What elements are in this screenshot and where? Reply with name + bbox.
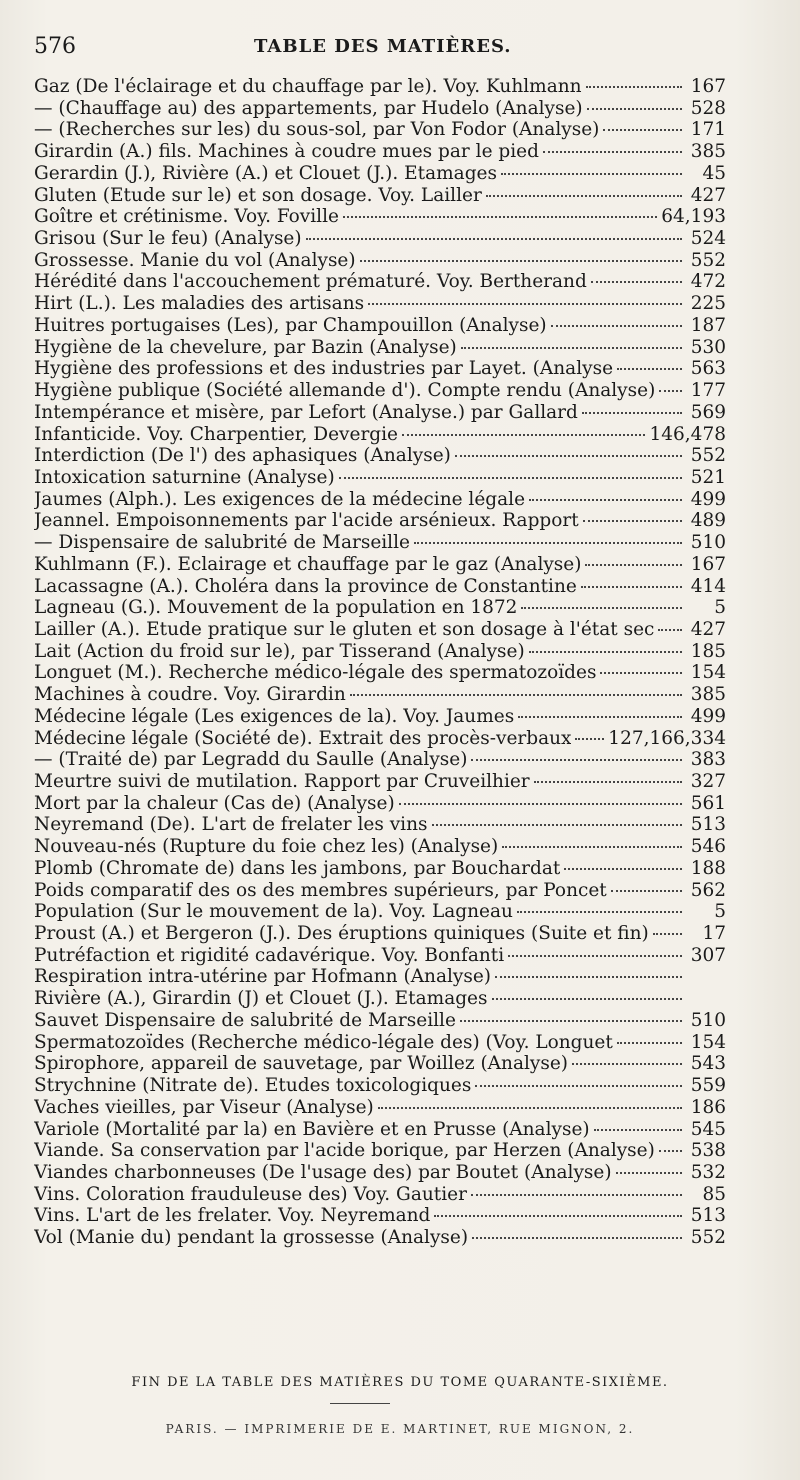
- page-header: [34, 34, 740, 70]
- dot-leader: [616, 1172, 682, 1174]
- entry-page-number: 569: [690, 401, 726, 423]
- entry-text: Grisou (Sur le feu) (Analyse): [34, 228, 302, 250]
- dot-leader: [582, 412, 682, 414]
- entry-page-number: 225: [690, 293, 726, 315]
- entry-page-number: 85: [702, 1183, 726, 1205]
- index-entry: [34, 424, 726, 446]
- index-entry: [34, 901, 726, 923]
- entry-text: Poids comparatif des os des membres supérieurs, par Poncet: [34, 879, 607, 901]
- entry-text: Variole (Mortalité par la) en Bavière et en Prusse (Analyse): [34, 1118, 590, 1140]
- dot-leader: [339, 477, 682, 479]
- index-entry: [34, 641, 726, 663]
- entry-text: Lagneau (G.). Mouvement de la population en 1872: [34, 597, 518, 619]
- entry-text: Hygiène des professions et des industries par Layet. (Analyse: [34, 358, 614, 380]
- entry-page-number: 427: [690, 618, 726, 640]
- dot-leader: [529, 499, 682, 501]
- dot-leader: [543, 151, 682, 153]
- entry-text: Machines à coudre. Voy. Girardin: [34, 684, 346, 706]
- entry-text: Jeannel. Empoisonnements par l'acide arsénieux. Rapport: [34, 510, 579, 532]
- printer-imprint: PARIS. — IMPRIMERIE DE E. MARTINET, RUE MIGNON, 2.: [165, 1422, 635, 1436]
- entry-page-number: 472: [690, 271, 726, 293]
- dot-leader: [414, 542, 682, 544]
- entry-page-number: 167: [690, 76, 726, 97]
- index-entry: [34, 98, 726, 120]
- entry-page-number: 177: [690, 380, 726, 402]
- dot-leader: [475, 1085, 682, 1087]
- dot-leader: [399, 803, 682, 805]
- dot-leader: [460, 1020, 682, 1022]
- dot-leader: [659, 390, 682, 392]
- entry-page-number: 64,193: [661, 206, 726, 228]
- dot-leader: [551, 325, 682, 327]
- entry-text: Lailler (A.). Etude pratique sur le gluten et son dosage à l'état sec: [34, 618, 655, 640]
- index-entry: [34, 706, 726, 728]
- entry-page-number: 545: [690, 1118, 726, 1140]
- entry-page-number: 563: [690, 358, 726, 380]
- index-entry: [34, 315, 726, 337]
- index-entry: [34, 119, 726, 141]
- entry-page-number: 546: [690, 836, 726, 858]
- entry-text: Lait (Action du froid sur le), par Tisserand (Analyse): [34, 640, 525, 662]
- entry-page-number: 552: [690, 249, 726, 271]
- entry-text: Strychnine (Nitrate de). Etudes toxicologiques: [34, 1075, 472, 1097]
- entry-page-number: 187: [690, 314, 726, 336]
- entry-text: Nouveau-nés (Rupture du foie chez les) (Analyse): [34, 836, 499, 858]
- end-of-table-note: FIN DE LA TABLE DES MATIÈRES DU TOME QUARANTE-SIXIÈME.: [131, 1375, 669, 1390]
- dot-leader: [306, 238, 682, 240]
- dot-leader: [581, 586, 682, 588]
- index-entry: [34, 1053, 726, 1075]
- entry-page-number: 154: [690, 1031, 726, 1053]
- entry-page-number: 154: [690, 662, 726, 684]
- index-entry: [34, 76, 726, 98]
- index-entry: [34, 489, 726, 511]
- page-number: 576: [34, 34, 76, 59]
- entry-page-number: 146,478: [649, 423, 726, 445]
- entry-page-number: 532: [690, 1161, 726, 1183]
- entry-page-number: 383: [690, 749, 726, 771]
- index-entry: [34, 141, 726, 163]
- index-entry: [34, 945, 726, 967]
- dot-leader: [521, 607, 682, 609]
- dot-leader: [587, 108, 682, 110]
- index-entry: [34, 554, 726, 576]
- entry-page-number: 521: [690, 466, 726, 488]
- dot-leader: [659, 1150, 682, 1152]
- index-entry: [34, 966, 726, 988]
- index-entry: [34, 206, 726, 228]
- dot-leader: [658, 629, 682, 631]
- dot-leader: [472, 1237, 682, 1239]
- index-entry: [34, 858, 726, 880]
- entry-page-number: 427: [690, 184, 726, 206]
- entry-page-number: 524: [690, 228, 726, 250]
- dot-leader: [564, 868, 682, 870]
- dot-leader: [591, 281, 682, 283]
- entry-text: Interdiction (De l') des aphasiques (Analyse): [34, 445, 451, 467]
- entry-page-number: 186: [690, 1096, 726, 1118]
- index-entry: [34, 597, 726, 619]
- index-entry: [34, 923, 726, 945]
- index-entry: [34, 358, 726, 380]
- index-entry: [34, 814, 726, 836]
- entry-text: Hygiène publique (Société allemande d'). Compte rendu (Analyse): [34, 380, 656, 402]
- entry-page-number: 510: [690, 1009, 726, 1031]
- index-entry: [34, 1075, 726, 1097]
- index-entry: [34, 749, 726, 771]
- entry-page-number: 171: [690, 119, 726, 141]
- entry-page-number: 307: [690, 944, 726, 966]
- index-entry: [34, 163, 726, 185]
- index-entry: [34, 1097, 726, 1119]
- dot-leader: [529, 651, 682, 653]
- index-entry: [34, 1162, 726, 1184]
- entry-page-number: 562: [690, 879, 726, 901]
- dot-leader: [432, 824, 682, 826]
- entry-page-number: 513: [690, 814, 726, 836]
- entry-page-number: 489: [690, 510, 726, 532]
- entry-text: — (Chauffage au) des appartements, par Hudelo (Analyse): [34, 97, 583, 119]
- entry-text: Respiration intra-utérine par Hofmann (Analyse): [34, 966, 492, 988]
- entry-text: Hygiène de la chevelure, par Bazin (Analyse): [34, 336, 457, 358]
- entry-text: Gluten (Etude sur le) et son dosage. Voy. Lailler: [34, 184, 482, 206]
- entry-page-number: 552: [690, 1227, 726, 1249]
- dot-leader: [611, 890, 682, 892]
- entry-page-number: 528: [690, 97, 726, 119]
- dot-leader: [617, 1042, 682, 1044]
- dot-leader: [502, 846, 682, 848]
- entry-text: Vaches vieilles, par Viseur (Analyse): [34, 1096, 374, 1118]
- index-entry: [34, 467, 726, 489]
- entry-page-number: 414: [690, 575, 726, 597]
- entry-page-number: 17: [702, 923, 726, 945]
- index-entry: [34, 271, 726, 293]
- entry-text: Infanticide. Voy. Charpentier, Devergie: [34, 423, 399, 445]
- dot-leader: [583, 520, 682, 522]
- entry-page-number: 513: [690, 1205, 726, 1227]
- entry-text: Médecine légale (Les exigences de la). Voy. Jaumes: [34, 705, 515, 727]
- entry-text: Goître et crétinisme. Voy. Foville: [34, 206, 339, 228]
- dot-leader: [594, 1129, 682, 1131]
- entry-text: Spermatozoïdes (Recherche médico-légale des) (Voy. Longuet: [34, 1031, 613, 1053]
- entry-text: Hérédité dans l'accouchement prématuré. Voy. Bertherand: [34, 271, 587, 293]
- entry-page-number: 185: [690, 640, 726, 662]
- entry-text: Grossesse. Manie du vol (Analyse): [34, 249, 356, 271]
- dot-leader: [575, 738, 604, 740]
- index-entry: [34, 728, 726, 750]
- dot-leader: [378, 1107, 682, 1109]
- index-entry: [34, 510, 726, 532]
- index-entry: [34, 836, 726, 858]
- entry-page-number: 188: [690, 857, 726, 879]
- index-entry: [34, 1205, 726, 1227]
- entry-text: Intempérance et misère, par Lefort (Analyse.) par Gallard: [34, 401, 578, 423]
- entry-page-number: 530: [690, 336, 726, 358]
- entry-page-number: 385: [690, 684, 726, 706]
- index-entry: [34, 1119, 726, 1141]
- entry-page-number: 559: [690, 1075, 726, 1097]
- dot-leader: [495, 976, 682, 978]
- index-entry: [34, 771, 726, 793]
- entry-text: Intoxication saturnine (Analyse): [34, 466, 335, 488]
- index-entry: [34, 793, 726, 815]
- entry-text: Lacassagne (A.). Choléra dans la province de Constantine: [34, 575, 577, 597]
- dot-leader: [360, 260, 682, 262]
- dot-leader: [586, 86, 682, 88]
- entry-text: Longuet (M.). Recherche médico-légale des spermatozoïdes: [34, 662, 597, 684]
- index-entry: [34, 293, 726, 315]
- entry-text: Gaz (De l'éclairage et du chauffage par le). Voy. Kuhlmann: [34, 76, 582, 97]
- entry-page-number: 499: [690, 705, 726, 727]
- entry-page-number: 327: [690, 771, 726, 792]
- index-entry: [34, 532, 726, 554]
- dot-leader: [492, 998, 682, 1000]
- entry-text: Putréfaction et rigidité cadavérique. Voy. Bonfanti: [34, 944, 505, 966]
- entry-text: Rivière (A.), Girardin (J) et Clouet (J.). Etamages: [34, 988, 488, 1010]
- index-entry: [34, 1032, 726, 1054]
- dot-leader: [508, 955, 682, 957]
- entry-text: Gerardin (J.), Rivière (A.) et Clouet (J.). Etamages: [34, 162, 497, 184]
- dot-leader: [350, 694, 682, 696]
- entry-text: Vins. L'art de les frelater. Voy. Neyremand: [34, 1205, 431, 1227]
- entry-text: Viandes charbonneuses (De l'usage des) par Boutet (Analyse): [34, 1161, 612, 1183]
- entry-text: Meurtre suivi de mutilation. Rapport par Cruveilhier: [34, 771, 530, 792]
- dot-leader: [402, 434, 645, 436]
- entry-text: Jaumes (Alph.). Les exigences de la médecine légale: [34, 488, 526, 510]
- entry-text: Hirt (L.). Les maladies des artisans: [34, 293, 365, 315]
- entry-text: Viande. Sa conservation par l'acide borique, par Herzen (Analyse): [34, 1140, 655, 1162]
- index-entries: [34, 76, 726, 1249]
- entry-text: Huitres portugaises (Les), par Champouillon (Analyse): [34, 314, 547, 336]
- entry-text: — Dispensaire de salubrité de Marseille: [34, 532, 410, 554]
- dot-leader: [501, 173, 682, 175]
- index-entry: [34, 228, 726, 250]
- dot-leader: [653, 933, 682, 935]
- index-entry: [34, 1227, 726, 1249]
- dot-leader: [471, 1194, 682, 1196]
- dot-leader: [471, 759, 682, 761]
- index-entry: [34, 662, 726, 684]
- index-entry: [34, 880, 726, 902]
- entry-page-number: 127,166,334: [608, 727, 726, 749]
- entry-text: Spirophore, appareil de sauvetage, par Woillez (Analyse): [34, 1053, 569, 1075]
- entry-text: Mort par la chaleur (Cas de) (Analyse): [34, 792, 395, 814]
- index-entry: [34, 402, 726, 424]
- entry-page-number: 561: [690, 792, 726, 814]
- index-entry: [34, 185, 726, 207]
- entry-page-number: 510: [690, 532, 726, 554]
- entry-text: Girardin (A.) fils. Machines à coudre mues par le pied: [34, 141, 539, 163]
- index-entry: [34, 988, 726, 1010]
- entry-text: Kuhlmann (F.). Eclairage et chauffage par le gaz (Analyse): [34, 553, 582, 575]
- dot-leader: [517, 911, 682, 913]
- entry-text: — (Traité de) par Legradd du Saulle (Analyse): [34, 749, 468, 771]
- entry-text: Neyremand (De). L'art de frelater les vins: [34, 814, 428, 836]
- entry-text: Population (Sur le mouvement de la). Voy. Lagneau: [34, 901, 513, 923]
- dot-leader: [518, 716, 682, 718]
- entry-page-number: 499: [690, 488, 726, 510]
- index-entry: [34, 445, 726, 467]
- entry-page-number: 552: [690, 445, 726, 467]
- running-title: TABLE DES MATIÈRES.: [254, 36, 512, 57]
- entry-page-number: 5: [714, 901, 726, 923]
- dot-leader: [600, 672, 682, 674]
- entry-page-number: 45: [702, 162, 726, 184]
- index-entry: [34, 1010, 726, 1032]
- dot-leader: [486, 195, 682, 197]
- dot-leader: [534, 781, 682, 783]
- index-entry: [34, 1140, 726, 1162]
- dot-leader: [617, 368, 682, 370]
- dot-leader: [343, 216, 657, 218]
- index-entry: [34, 1184, 726, 1206]
- index-entry: [34, 250, 726, 272]
- entry-page-number: 5: [714, 597, 726, 619]
- entry-text: Plomb (Chromate de) dans les jambons, par Bouchardat: [34, 857, 561, 879]
- footer-divider: [330, 1403, 390, 1404]
- dot-leader: [461, 347, 682, 349]
- dot-leader: [572, 1063, 682, 1065]
- entry-text: Vins. Coloration frauduleuse des) Voy. Gautier: [34, 1183, 467, 1205]
- dot-leader: [455, 455, 682, 457]
- index-entry: [34, 576, 726, 598]
- entry-page-number: 385: [690, 141, 726, 163]
- entry-text: Vol (Manie du) pendant la grossesse (Analyse): [34, 1227, 469, 1249]
- entry-text: Sauvet Dispensaire de salubrité de Marseille: [34, 1009, 456, 1031]
- entry-page-number: 543: [690, 1053, 726, 1075]
- entry-page-number: 167: [690, 553, 726, 575]
- dot-leader: [368, 303, 682, 305]
- dot-leader: [603, 129, 682, 131]
- entry-text: Médecine légale (Société de). Extrait des procès-verbaux: [34, 727, 572, 749]
- entry-text: — (Recherches sur les) du sous-sol, par Von Fodor (Analyse): [34, 119, 600, 141]
- entry-text: Proust (A.) et Bergeron (J.). Des éruptions quiniques (Suite et fin): [34, 923, 649, 945]
- dot-leader: [434, 1215, 682, 1217]
- index-entry: [34, 619, 726, 641]
- dot-leader: [585, 564, 682, 566]
- index-entry: [34, 337, 726, 359]
- entry-page-number: 538: [690, 1140, 726, 1162]
- index-entry: [34, 684, 726, 706]
- index-entry: [34, 380, 726, 402]
